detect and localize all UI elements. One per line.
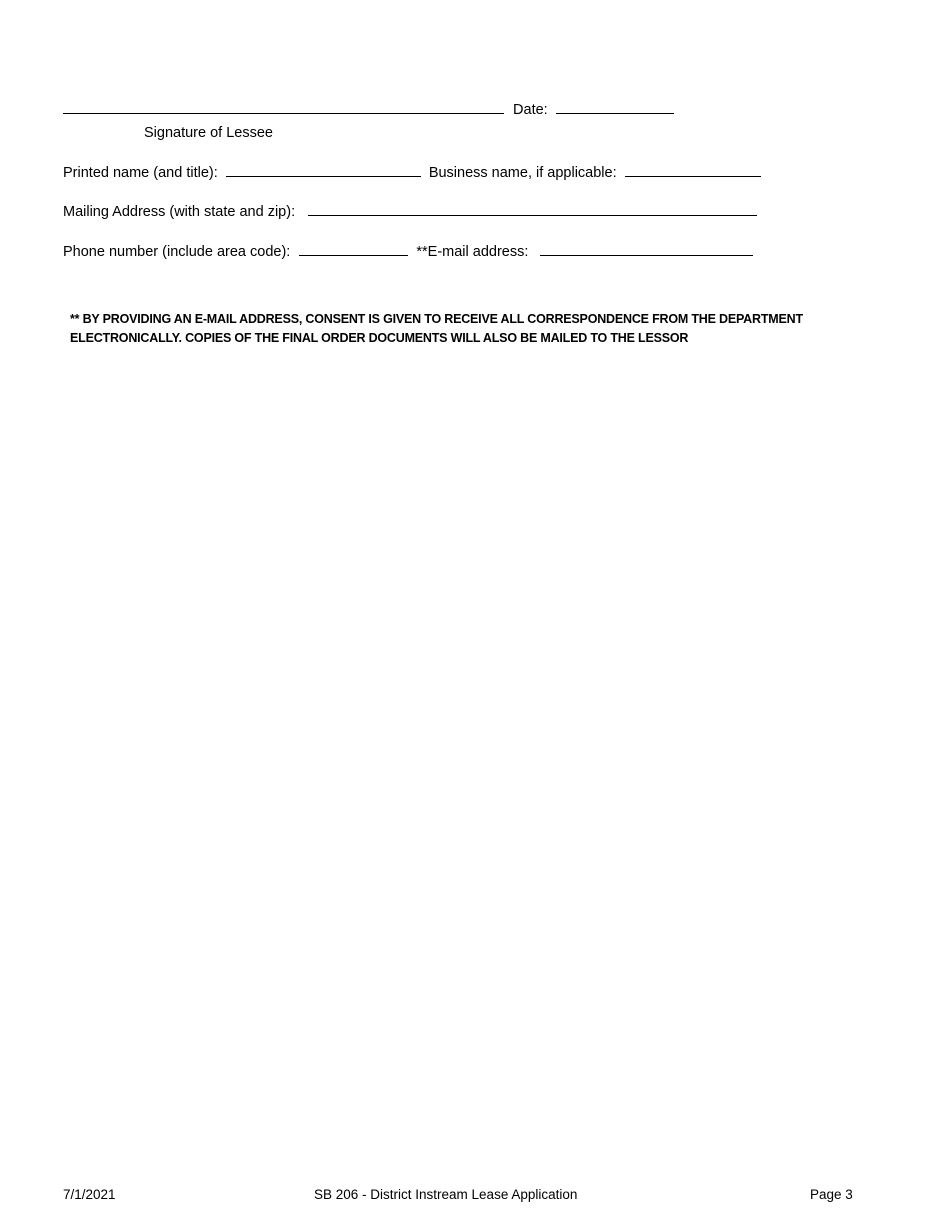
business-name-field[interactable]	[625, 163, 761, 177]
footer-date: 7/1/2021	[63, 1187, 116, 1202]
printed-name-label: Printed name (and title):	[63, 165, 218, 181]
phone-field[interactable]	[299, 242, 408, 256]
notice-line-2: ELECTRONICALLY. COPIES OF THE FINAL ORDER DOCUMENTS WILL ALSO BE MAILED TO THE LESSOR	[70, 331, 689, 345]
printed-name-row	[63, 163, 761, 182]
footer-page-number: Page 3	[810, 1187, 853, 1202]
email-consent-notice	[70, 310, 870, 348]
business-name-label: Business name, if applicable:	[428, 165, 617, 181]
footer-title: SB 206 - District Instream Lease Application	[314, 1187, 578, 1202]
email-label: **E-mail address:	[416, 244, 529, 260]
printed-name-field[interactable]	[226, 163, 421, 177]
email-field[interactable]	[540, 242, 753, 256]
mailing-address-row	[63, 202, 757, 221]
mailing-address-field[interactable]	[308, 202, 757, 216]
phone-email-row	[63, 242, 753, 261]
phone-label: Phone number (include area code):	[63, 244, 291, 260]
notice-line-1: ** BY PROVIDING AN E-MAIL ADDRESS, CONSENT IS GIVEN TO RECEIVE ALL CORRESPONDENCE FROM THE DEPARTMENT	[70, 312, 803, 326]
date-label: Date:	[513, 102, 548, 118]
signature-caption: Signature of Lessee	[144, 125, 273, 141]
date-field[interactable]	[556, 100, 674, 114]
mailing-address-label: Mailing Address (with state and zip):	[63, 204, 296, 220]
signature-row	[63, 100, 674, 119]
signature-field[interactable]	[63, 100, 504, 114]
